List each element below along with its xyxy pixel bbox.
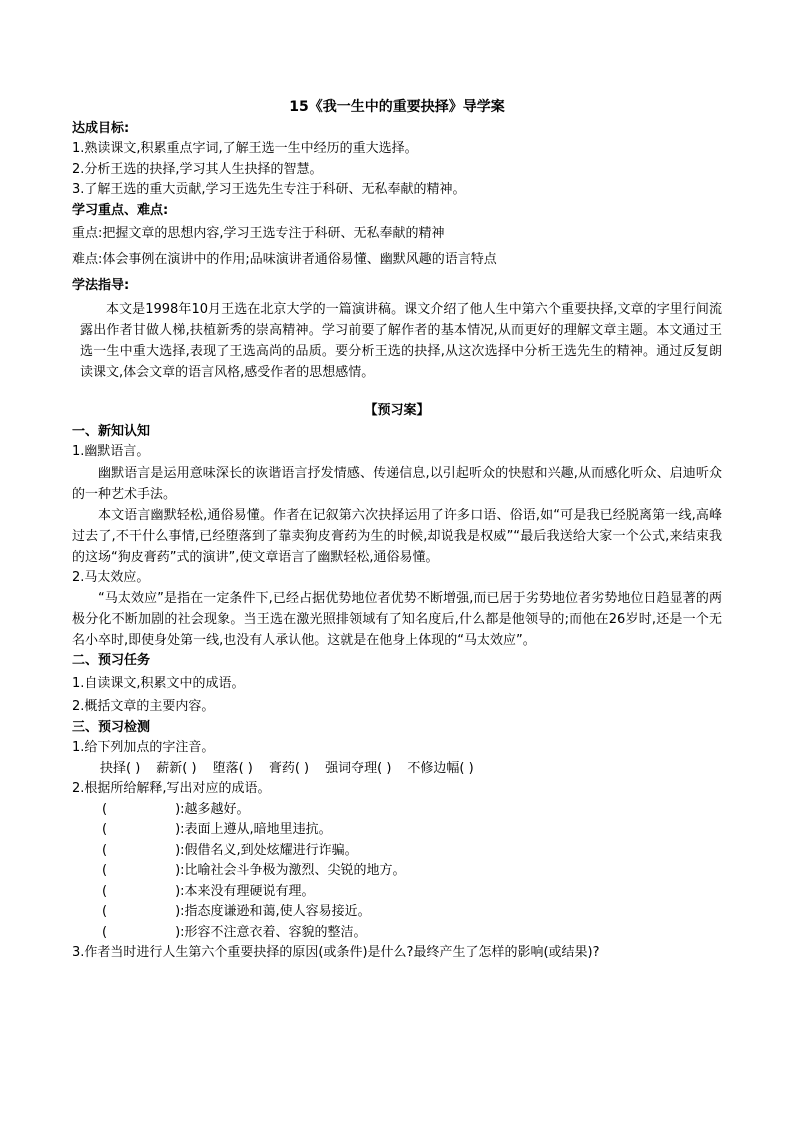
idiom-row — [72, 861, 722, 882]
idiom-definition: ):形容不注意衣着、容貌的整洁。 — [175, 924, 367, 940]
document-content — [72, 97, 722, 964]
matthew-title: 2.马太效应。 — [72, 569, 150, 585]
idiom-definition: ):假借名义,到处炫耀进行诈骗。 — [175, 842, 358, 858]
open-paren: ( — [102, 801, 108, 817]
pinyin-item[interactable]: 抉择( ) — [100, 760, 141, 776]
open-paren: ( — [102, 883, 108, 899]
idiom-blank[interactable] — [107, 923, 175, 944]
idiom-row — [72, 841, 722, 862]
idiom-definition: ):越多越好。 — [175, 801, 250, 817]
idiom-blank[interactable] — [107, 800, 175, 821]
question-1: 1.给下列加点的字注音。 — [72, 740, 215, 755]
section3-heading: 三、预习检测 — [72, 719, 151, 735]
pinyin-item[interactable]: 强词夺理( ) — [325, 760, 392, 776]
humor-paragraph-1: 幽默语言是运用意味深长的诙谐语言抒发情感、传递信息,以引起听众的快慰和兴趣,从而感化听众、启迪听众的一种艺术手法。 — [72, 465, 722, 502]
idiom-definition: ):比喻社会斗争极为激烈、尖锐的地方。 — [175, 863, 406, 878]
open-paren: ( — [102, 863, 108, 878]
open-paren: ( — [102, 904, 108, 919]
idiom-definition: ):表面上遵从,暗地里违抗。 — [175, 822, 332, 837]
goals-heading: 达成目标: — [72, 120, 130, 136]
open-paren: ( — [102, 822, 108, 837]
idiom-row — [72, 882, 722, 903]
task-item-2: 2.概括文章的主要内容。 — [72, 698, 215, 714]
open-paren: ( — [102, 842, 108, 858]
focus-difficult: 难点:体会事例在演讲中的作用;品味演讲者通俗易懂、幽默风趣的语言特点 — [72, 252, 497, 267]
humor-title: 1.幽默语言。 — [72, 444, 150, 459]
task-item-1: 1.自读课文,积累文中的成语。 — [72, 675, 245, 691]
page-title: 15《我一生中的重要抉择》导学案 — [289, 99, 505, 115]
focus-key: 重点:把握文章的思想内容,学习王选专注于科研、无私奉献的精神 — [72, 226, 445, 241]
humor-paragraph-2: 本文语言幽默轻松,通俗易懂。作者在记叙第六次抉择运用了许多口语、俗语,如“可是我已经脱离第一线,高峰过去了,不干什么事情,已经堕落到了靠卖狗皮膏药为生的时候,却说我是权威”“最后我送给大家一个公式,来结束我的这场“狗皮膏药”式的演讲”,使文章语言了幽默轻松,通俗易懂。 — [72, 507, 722, 565]
question-2: 2.根据所给解释,写出对应的成语。 — [72, 781, 271, 796]
question-3: 3.作者当时进行人生第六个重要抉择的原因(或条件)是什么?最终产生了怎样的影响(或结果)? — [72, 945, 600, 960]
section2-heading: 二、预习任务 — [72, 653, 151, 668]
matthew-paragraph: “马太效应”是指在一定条件下,已经占据优势地位者优势不断增强,而已居于劣势地位者劣势地位日趋显著的两极分化不断加剧的社会现象。当王选在激光照排领域有了知名度后,什么都是他领导的;而他在26岁时,还是一个无名小卒时,即使身处第一线,也没有人承认他。这就是在他身上体现的“马太效应”。 — [72, 591, 722, 648]
pinyin-exercise-row — [72, 759, 722, 780]
idiom-blank[interactable] — [107, 861, 175, 882]
idiom-row — [72, 800, 722, 821]
open-paren: ( — [102, 924, 108, 940]
goal-item-1: 1.熟读课文,积累重点字词,了解王选一生中经历的重大选择。 — [72, 141, 418, 156]
goal-item-2: 2.分析王选的抉择,学习其人生抉择的智慧。 — [72, 161, 323, 177]
idiom-blank[interactable] — [107, 882, 175, 903]
pinyin-item[interactable]: 不修边幅( ) — [407, 760, 474, 776]
pinyin-item[interactable]: 薪新( ) — [156, 760, 197, 776]
method-heading: 学法指导: — [72, 278, 130, 293]
idiom-row — [72, 902, 722, 923]
goal-item-3: 3.了解王选的重大贡献,学习王选先生专注于科研、无私奉献的精神。 — [72, 182, 466, 197]
idiom-definition: ):本来没有理硬说有理。 — [175, 883, 315, 899]
idiom-blank[interactable] — [107, 902, 175, 923]
idiom-blank[interactable] — [107, 841, 175, 862]
method-paragraph: 本文是1998年10月王选在北京大学的一篇演讲稿。课文介绍了他人生中第六个重要抉择,文章的字里行间流露出作者甘做人梯,扶植新秀的崇高精神。学习前要了解作者的基本情况,从而更好的理解文章主题。本文通过王选一生中重大选择,表现了王选高尚的品质。要分析王选的抉择,从这次选择中分析王选先生的精神。通过反复朗读课文,体会文章的语言风格,感受作者的思想感情。 — [80, 302, 722, 380]
pinyin-item[interactable]: 堕落( ) — [212, 760, 253, 776]
idiom-definition: ):指态度谦逊和蔼,使人容易接近。 — [175, 904, 371, 919]
idiom-row — [72, 923, 722, 944]
preview-heading: 【预习案】 — [364, 403, 430, 418]
section1-heading: 一、新知认知 — [72, 423, 151, 439]
idiom-blank[interactable] — [107, 820, 175, 841]
idiom-row — [72, 820, 722, 841]
focus-heading: 学习重点、难点: — [72, 202, 169, 218]
pinyin-item[interactable]: 膏药( ) — [268, 760, 310, 776]
